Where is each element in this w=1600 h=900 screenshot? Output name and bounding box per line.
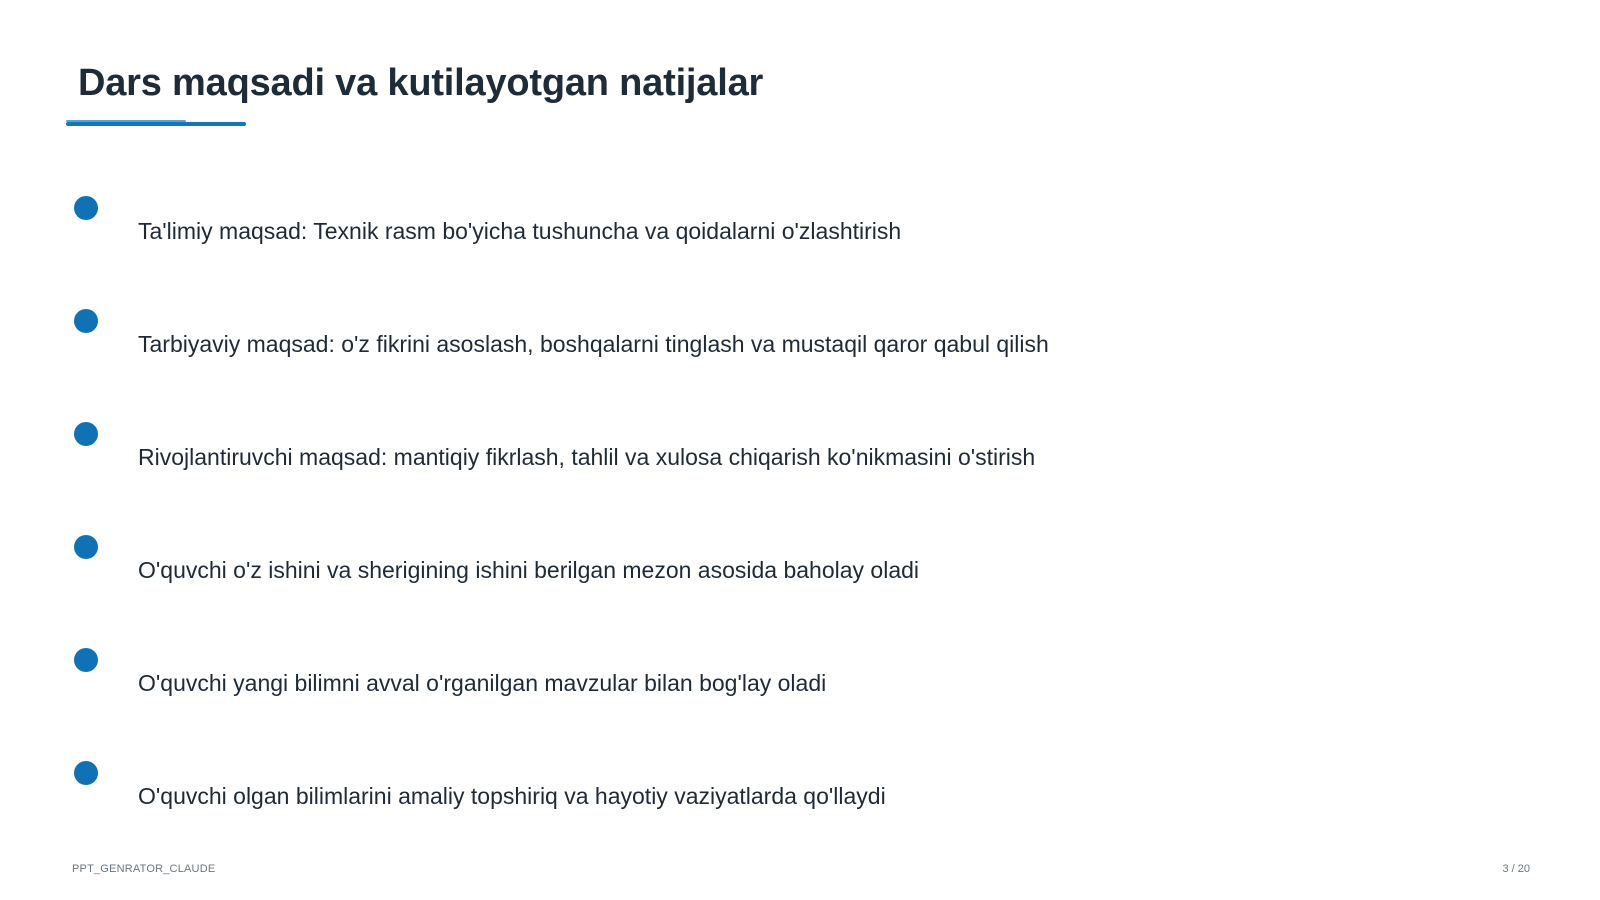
bullet-text: O'quvchi olgan bilimlarini amaliy topshiriq va hayotiy vaziyatlarda qo'llaydi [138, 783, 886, 809]
bullet-item [0, 422, 1600, 482]
bullet-dot-icon [74, 761, 98, 785]
bullet-text: Ta'limiy maqsad: Texnik rasm bo'yicha tushuncha va qoidalarni o'zlashtirish [138, 218, 902, 244]
slide-title: Dars maqsadi va kutilayotgan natijalar [78, 62, 764, 104]
bullet-item [0, 648, 1600, 708]
bullet-dot-icon [74, 648, 98, 672]
page-number: 3 / 20 [1502, 863, 1530, 875]
bullet-text: Rivojlantiruvchi maqsad: mantiqiy fikrlash, tahlil va xulosa chiqarish ko'nikmasini o'stirish [138, 444, 1036, 470]
bullet-item [0, 196, 1600, 256]
bullet-dot-icon [74, 535, 98, 559]
footer-source: PPT_GENRATOR_CLAUDE [72, 863, 216, 875]
bullet-dot-icon [74, 422, 98, 446]
bullet-item [0, 309, 1600, 369]
bullet-dot-icon [74, 196, 98, 220]
bullet-item [0, 761, 1600, 821]
bullet-text: O'quvchi o'z ishini va sherigining ishini berilgan mezon asosida baholay oladi [138, 557, 920, 583]
bullet-dot-icon [74, 309, 98, 333]
bullet-text: Tarbiyaviy maqsad: o'z fikrini asoslash, boshqalarni tinglash va mustaqil qaror qabul qilish [138, 331, 1049, 357]
bullet-text: O'quvchi yangi bilimni avval o'rganilgan mavzular bilan bog'lay oladi [138, 670, 827, 696]
bullet-item [0, 535, 1600, 595]
